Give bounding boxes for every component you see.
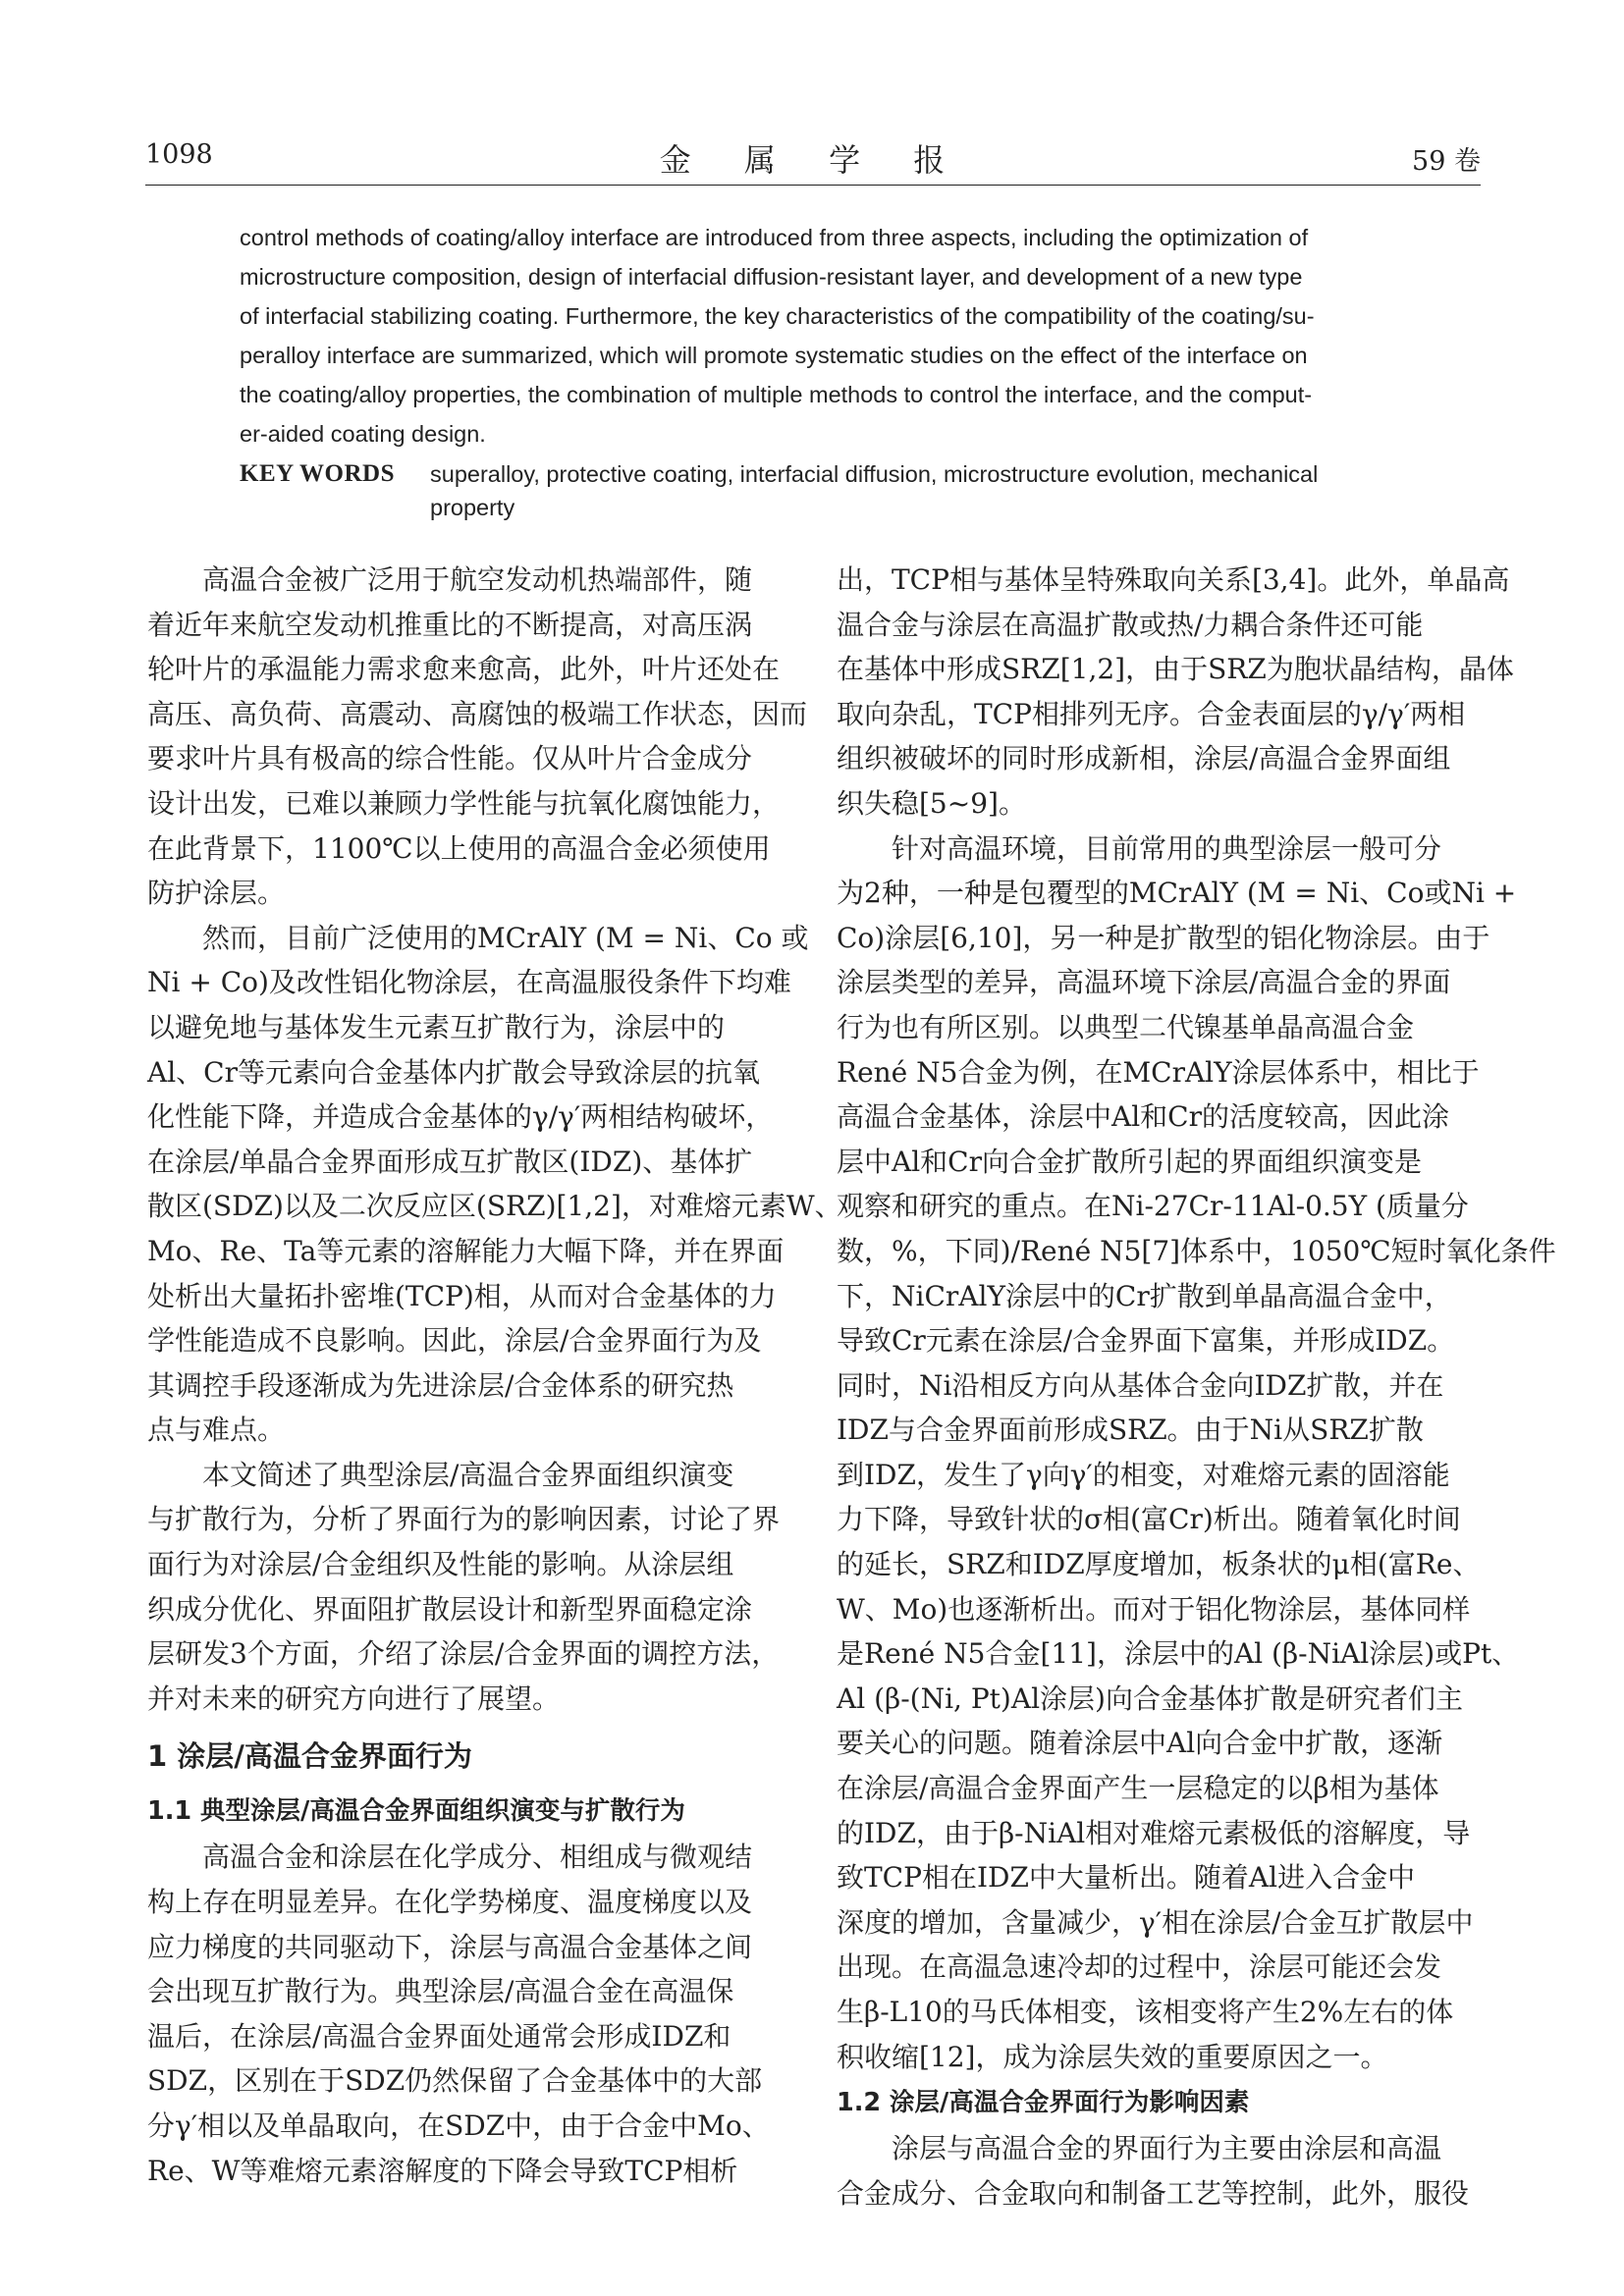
text-line: 涂层类型的差异，高温环境下涂层/高温合金的界面: [837, 966, 1451, 999]
paragraph: [147, 1453, 791, 1722]
text-line: 观察和研究的重点。在Ni-27Cr-11Al-0.5Y (质量分: [837, 1190, 1469, 1223]
keywords-label: KEY WORDS: [240, 460, 396, 487]
text-line: 面行为对涂层/合金组织及性能的影响。从涂层组: [147, 1548, 734, 1581]
text-line: 力下降，导致针状的σ相(富Cr)析出。随着氧化时间: [837, 1503, 1461, 1536]
text-line: 出现。在高温急速冷却的过程中，涂层可能还会发: [837, 1950, 1442, 1984]
text-line: 学性能造成不良影响。因此，涂层/合金界面行为及: [147, 1324, 762, 1358]
right-column: [837, 558, 1556, 2216]
text-line: 出，TCP相与基体呈特殊取向关系[3,4]。此外，单晶高: [837, 563, 1510, 596]
text-line: 在涂层/单晶合金界面形成互扩散区(IDZ)、基体扩: [147, 1145, 753, 1178]
page-number: 1098: [145, 139, 213, 170]
text-line: 织失稳[5~9]。: [837, 786, 1026, 820]
text-line: 以避免地与基体发生元素互扩散行为，涂层中的: [147, 1010, 726, 1043]
text-line: 致TCP相在IDZ中大量析出。随着Al进入合金中: [837, 1861, 1416, 1895]
subsection-heading: 1.2 涂层/高温合金界面行为影响因素: [837, 2088, 1250, 2118]
text-line: 然而，目前广泛使用的MCrAlY (M = Ni、Co 或: [202, 921, 809, 954]
volume-label: 59 卷: [1412, 146, 1481, 177]
text-line: Al、Cr等元素向合金基体内扩散会导致涂层的抗氧: [147, 1055, 760, 1089]
text-line: 深度的增加，含量减少，γ′相在涂层/合金互扩散层中: [837, 1905, 1474, 1939]
text-line: 并对未来的研究方向进行了展望。: [147, 1682, 561, 1715]
text-line: 本文简述了典型涂层/高温合金界面组织演变: [202, 1458, 734, 1491]
text-line: 点与难点。: [147, 1414, 286, 1447]
text-line: Co)涂层[6,10]，另一种是扩散型的铝化物涂层。由于: [837, 921, 1490, 954]
text-line: 其调控手段逐渐成为先进涂层/合金体系的研究热: [147, 1368, 734, 1402]
text-line: 温合金与涂层在高温扩散或热/力耦合条件还可能: [837, 608, 1424, 641]
text-line: 为2种，一种是包覆型的MCrAlY (M = Ni、Co或Ni +: [837, 877, 1517, 910]
text-line: er-aided coating design.: [240, 421, 486, 447]
text-line: Ni + Co)及改性铝化物涂层，在高温服役条件下均难: [147, 966, 791, 999]
text-line: 数，%，下同)/René N5[7]体系中，1050℃短时氧化条件: [837, 1234, 1556, 1267]
subsection-heading: 1.1 典型涂层/高温合金界面组织演变与扩散行为: [147, 1796, 685, 1827]
keywords-text: superalloy, protective coating, interfacial diffusion, microstructure evolution, mechanical property: [430, 461, 1319, 520]
paragraph: [837, 558, 1514, 827]
text-line: 化性能下降，并造成合金基体的γ/γ′两相结构破坏，: [147, 1100, 774, 1134]
running-header: [145, 139, 1481, 187]
text-line: 高温合金和涂层在化学成分、相组成与微观结: [202, 1841, 753, 1874]
text-line: 层研发3个方面，介绍了涂层/合金界面的调控方法，: [147, 1637, 780, 1671]
paragraph: [837, 827, 1556, 2080]
left-column: [147, 558, 842, 2193]
paragraph: [147, 916, 842, 1453]
text-line: 在基体中形成SRZ[1,2]，由于SRZ为胞状晶结构，晶体: [837, 653, 1514, 686]
journal-title: 金 属 学 报: [659, 141, 967, 179]
text-line: 生β-L10的马氏体相变，该相变将产生2%左右的体: [837, 1996, 1454, 2028]
text-line: 下，NiCrAlY涂层中的Cr扩散到单晶高温合金中，: [837, 1279, 1452, 1312]
text-line: 分γ′相以及单晶取向，在SDZ中，由于合金中Mo、: [147, 2109, 770, 2142]
text-line: peralloy interface are summarized, which will promote systematic studies on the effect of the interface on: [240, 343, 1308, 368]
text-line: 高压、高负荷、高震动、高腐蚀的极端工作状态，因而: [147, 697, 808, 730]
abstract-text: [240, 218, 1390, 454]
text-line: 设计出发，已难以兼顾力学性能与抗氧化腐蚀能力，: [147, 786, 781, 820]
text-line: Re、W等难熔元素溶解度的下降会导致TCP相析: [147, 2154, 738, 2187]
text-line: 层中Al和Cr向合金扩散所引起的界面组织演变是: [837, 1145, 1422, 1178]
text-line: 到IDZ，发生了γ向γ′的相变，对难熔元素的固溶能: [837, 1458, 1450, 1491]
paragraph: [837, 2126, 1481, 2216]
text-line: 在此背景下，1100℃以上使用的高温合金必须使用: [147, 831, 771, 865]
paragraph: [147, 558, 808, 916]
text-line: 同时，Ni沿相反方向从基体合金向IDZ扩散，并在: [837, 1368, 1444, 1402]
text-line: 温后，在涂层/高温合金界面处通常会形成IDZ和: [147, 2019, 731, 2053]
text-line: 高温合金被广泛用于航空发动机热端部件，随: [202, 563, 753, 596]
paragraph: [147, 1835, 791, 2193]
text-line: 会出现互扩散行为。典型涂层/高温合金在高温保: [147, 1975, 734, 2008]
text-line: René N5合金为例，在MCrAlY涂层体系中，相比于: [837, 1055, 1480, 1089]
text-line: 的IDZ，由于β-NiAl相对难熔元素极低的溶解度，导: [837, 1816, 1471, 1849]
text-line: the coating/alloy properties, the combination of multiple methods to control the interface, and the comput-: [240, 382, 1313, 407]
text-line: 要关心的问题。随着涂层中Al向合金中扩散，逐渐: [837, 1727, 1443, 1760]
text-line: 轮叶片的承温能力需求愈来愈高，此外，叶片还处在: [147, 653, 781, 686]
text-line: 着近年来航空发动机推重比的不断提高，对高压涡: [147, 608, 753, 641]
text-line: of interfacial stabilizing coating. Furthermore, the key characteristics of the compatibility of the coating/su-: [240, 303, 1315, 329]
text-line: Al (β-(Ni, Pt)Al涂层)向合金基体扩散是研究者们主: [837, 1682, 1463, 1715]
text-line: Mo、Re、Ta等元素的溶解能力大幅下降，并在界面: [147, 1234, 785, 1267]
text-line: 防护涂层。: [147, 877, 286, 910]
text-line: 在涂层/高温合金界面产生一层稳定的以β相为基体: [837, 1772, 1439, 1805]
text-line: 合金成分、合金取向和制备工艺等控制，此外，服役: [837, 2176, 1470, 2210]
text-line: 要求叶片具有极高的综合性能。仅从叶片合金成分: [147, 742, 753, 775]
text-line: 散区(SDZ)以及二次反应区(SRZ)[1,2]，对难熔元素W、: [147, 1190, 842, 1223]
text-line: 的延长，SRZ和IDZ厚度增加，板条状的μ相(富Re、: [837, 1548, 1481, 1581]
text-line: 行为也有所区别。以典型二代镍基单晶高温合金: [837, 1010, 1415, 1043]
text-line: 与扩散行为，分析了界面行为的影响因素，讨论了界: [147, 1503, 781, 1536]
text-line: control methods of coating/alloy interface are introduced from three aspects, including the optimization of: [240, 225, 1309, 250]
text-line: 涂层与高温合金的界面行为主要由涂层和高温: [892, 2132, 1442, 2165]
section-heading: 1 涂层/高温合金界面行为: [147, 1739, 472, 1774]
text-line: SDZ，区别在于SDZ仍然保留了合金基体中的大部: [147, 2064, 763, 2098]
text-line: 针对高温环境，目前常用的典型涂层一般可分: [892, 831, 1442, 865]
text-line: 导致Cr元素在涂层/合金界面下富集，并形成IDZ。: [837, 1324, 1455, 1358]
text-line: 是René N5合金[11]，涂层中的Al (β-NiAl涂层)或Pt、: [837, 1637, 1520, 1671]
text-line: 应力梯度的共同驱动下，涂层与高温合金基体之间: [147, 1930, 753, 1963]
text-line: W、Mo)也逐渐析出。而对于铝化物涂层，基体同样: [837, 1592, 1471, 1626]
text-line: 高温合金基体，涂层中Al和Cr的活度较高，因此涂: [837, 1100, 1449, 1134]
text-line: 积收缩[12]，成为涂层失效的重要原因之一。: [837, 2040, 1388, 2073]
header-rule: [145, 185, 1481, 186]
text-line: 取向杂乱，TCP相排列无序。合金表面层的γ/γ′两相: [837, 697, 1466, 730]
text-line: 构上存在明显差异。在化学势梯度、温度梯度以及: [147, 1886, 753, 1919]
text-line: microstructure composition, design of interfacial diffusion-resistant layer, and development of a new type: [240, 264, 1303, 290]
text-line: 组织被破坏的同时形成新相，涂层/高温合金界面组: [837, 742, 1451, 775]
text-line: IDZ与合金界面前形成SRZ。由于Ni从SRZ扩散: [837, 1414, 1424, 1447]
text-line: 织成分优化、界面阻扩散层设计和新型界面稳定涂: [147, 1592, 753, 1626]
text-line: 处析出大量拓扑密堆(TCP)相，从而对合金基体的力: [147, 1279, 777, 1312]
